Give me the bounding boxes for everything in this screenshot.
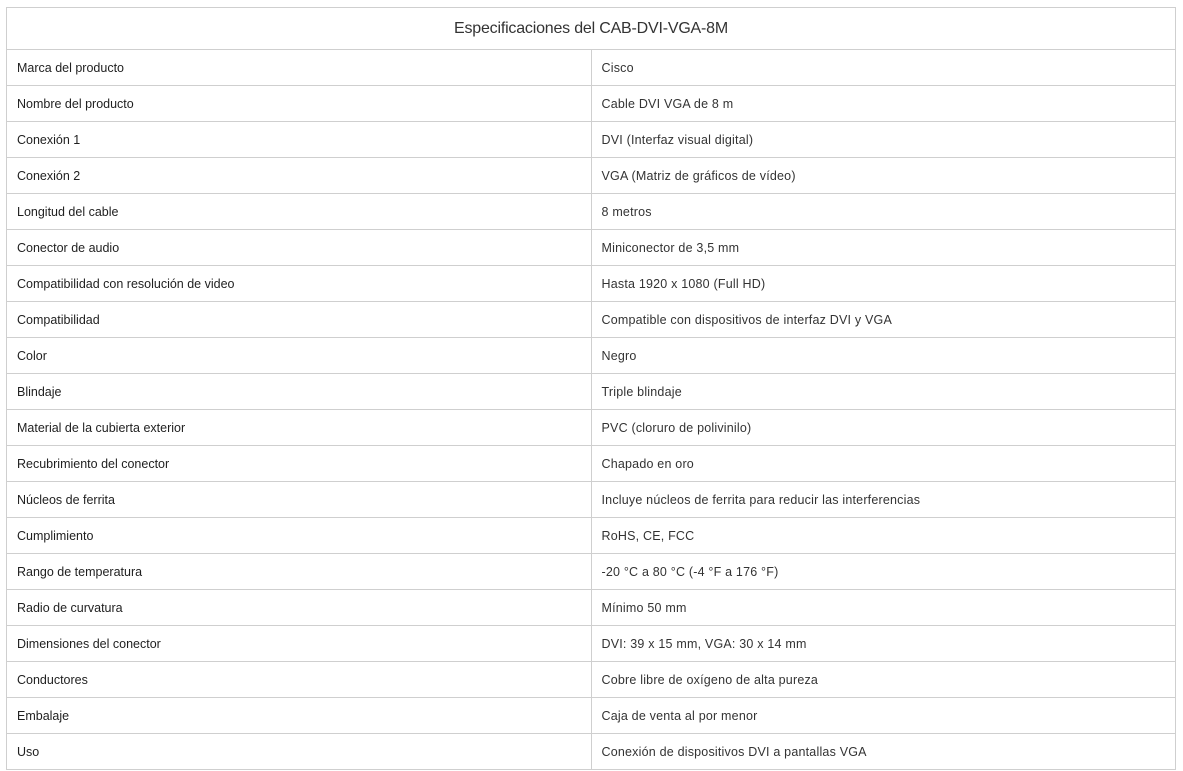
- spec-label: Rango de temperatura: [7, 554, 592, 590]
- table-row: [7, 266, 1176, 302]
- spec-value: 8 metros: [591, 194, 1176, 230]
- spec-value: -20 °C a 80 °C (-4 °F a 176 °F): [591, 554, 1176, 590]
- spec-value: Hasta 1920 x 1080 (Full HD): [591, 266, 1176, 302]
- spec-table-container: [6, 7, 1176, 770]
- spec-value: Triple blindaje: [591, 374, 1176, 410]
- spec-label: Conector de audio: [7, 230, 592, 266]
- table-row: [7, 446, 1176, 482]
- spec-label: Color: [7, 338, 592, 374]
- table-row: [7, 482, 1176, 518]
- spec-value: Conexión de dispositivos DVI a pantallas VGA: [591, 734, 1176, 770]
- spec-value: Negro: [591, 338, 1176, 374]
- spec-label: Uso: [7, 734, 592, 770]
- spec-label: Dimensiones del conector: [7, 626, 592, 662]
- spec-value: RoHS, CE, FCC: [591, 518, 1176, 554]
- spec-value: Cobre libre de oxígeno de alta pureza: [591, 662, 1176, 698]
- table-row: [7, 194, 1176, 230]
- table-row: [7, 338, 1176, 374]
- table-row: [7, 734, 1176, 770]
- table-row: [7, 662, 1176, 698]
- spec-value: Miniconector de 3,5 mm: [591, 230, 1176, 266]
- spec-label: Radio de curvatura: [7, 590, 592, 626]
- spec-label: Embalaje: [7, 698, 592, 734]
- table-row: [7, 590, 1176, 626]
- spec-label: Conductores: [7, 662, 592, 698]
- spec-label: Conexión 2: [7, 158, 592, 194]
- spec-value: Incluye núcleos de ferrita para reducir las interferencias: [591, 482, 1176, 518]
- spec-value: DVI (Interfaz visual digital): [591, 122, 1176, 158]
- table-row: [7, 698, 1176, 734]
- spec-label: Longitud del cable: [7, 194, 592, 230]
- spec-label: Conexión 1: [7, 122, 592, 158]
- spec-label: Marca del producto: [7, 50, 592, 86]
- spec-label: Material de la cubierta exterior: [7, 410, 592, 446]
- spec-value: PVC (cloruro de polivinilo): [591, 410, 1176, 446]
- spec-value: Chapado en oro: [591, 446, 1176, 482]
- table-row: [7, 374, 1176, 410]
- spec-value: VGA (Matriz de gráficos de vídeo): [591, 158, 1176, 194]
- spec-label: Nombre del producto: [7, 86, 592, 122]
- spec-label: Núcleos de ferrita: [7, 482, 592, 518]
- spec-label: Blindaje: [7, 374, 592, 410]
- spec-value: Cisco: [591, 50, 1176, 86]
- spec-label: Compatibilidad: [7, 302, 592, 338]
- table-row: [7, 410, 1176, 446]
- spec-label: Compatibilidad con resolución de video: [7, 266, 592, 302]
- spec-table: [6, 7, 1176, 770]
- table-row: [7, 626, 1176, 662]
- table-row: [7, 86, 1176, 122]
- spec-table-title: Especificaciones del CAB-DVI-VGA-8M: [7, 8, 1176, 50]
- table-row: [7, 554, 1176, 590]
- table-row: [7, 158, 1176, 194]
- spec-value: Mínimo 50 mm: [591, 590, 1176, 626]
- spec-value: Compatible con dispositivos de interfaz DVI y VGA: [591, 302, 1176, 338]
- table-row: [7, 230, 1176, 266]
- spec-label: Cumplimiento: [7, 518, 592, 554]
- spec-table-header-row: [7, 8, 1176, 50]
- table-row: [7, 302, 1176, 338]
- table-row: [7, 518, 1176, 554]
- table-row: [7, 50, 1176, 86]
- spec-value: DVI: 39 x 15 mm, VGA: 30 x 14 mm: [591, 626, 1176, 662]
- table-row: [7, 122, 1176, 158]
- spec-value: Caja de venta al por menor: [591, 698, 1176, 734]
- spec-value: Cable DVI VGA de 8 m: [591, 86, 1176, 122]
- spec-label: Recubrimiento del conector: [7, 446, 592, 482]
